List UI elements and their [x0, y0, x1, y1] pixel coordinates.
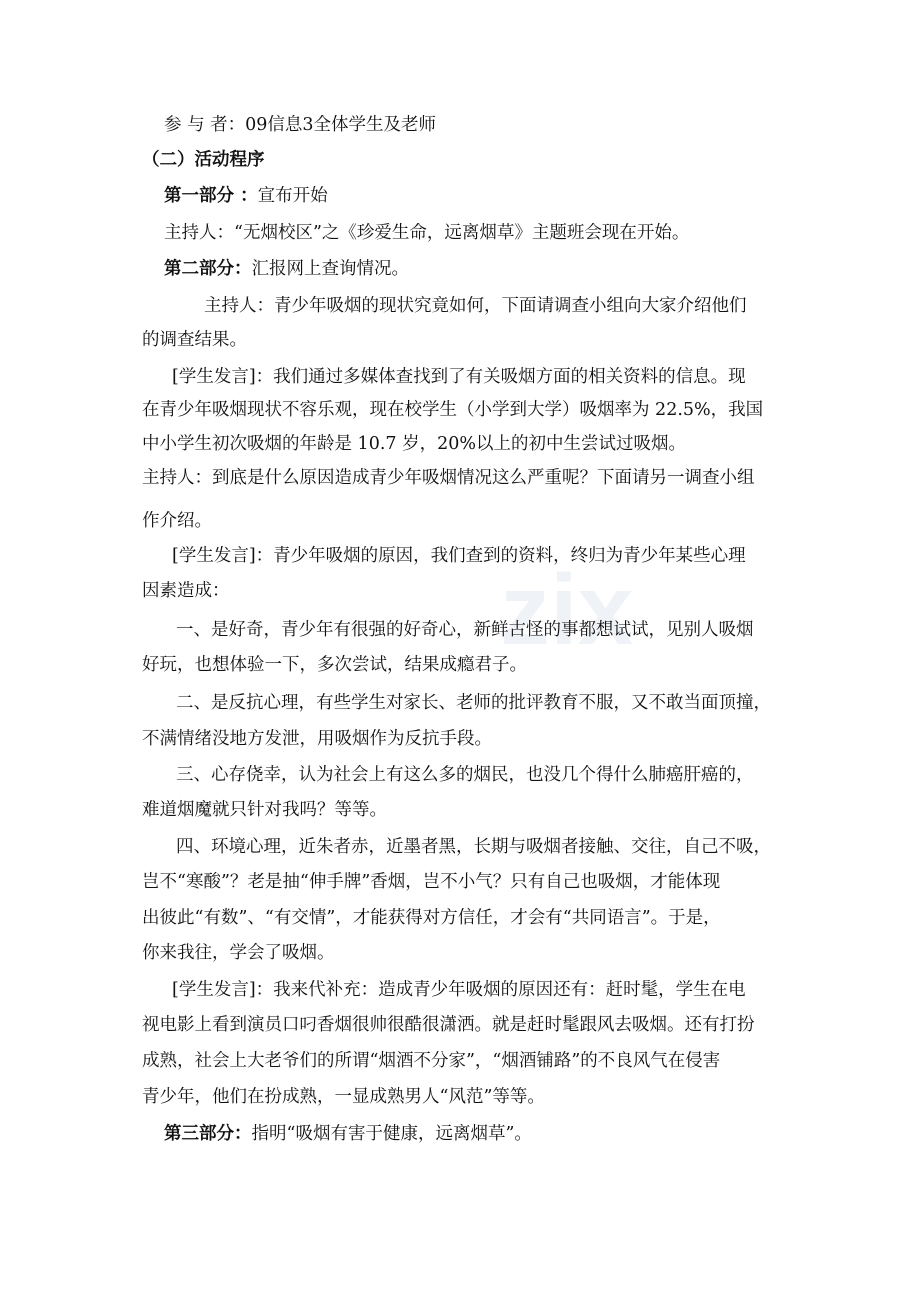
host-question2-line: 作介绍。	[142, 511, 212, 531]
student2-line: 因素造成：	[142, 581, 230, 601]
participants-line	[164, 112, 814, 138]
reason4-line: 你来我往，学会了吸烟。	[142, 943, 335, 963]
part1-line	[164, 183, 814, 209]
host-question1-line: 的调查结果。	[142, 330, 247, 350]
part2-label: 第二部分：	[164, 259, 252, 279]
student1-line: 中小学生初次吸烟的年龄是 10.7 岁，20%以上的初中生尝试过吸烟。	[142, 434, 686, 454]
host-question1-line: 主持人：青少年吸烟的现状究竟如何，下面请调查小组向大家介绍他们	[204, 296, 747, 316]
student2-line: [学生发言]：青少年吸烟的原因，我们查到的资料，终归为青少年某些心理	[172, 546, 746, 566]
reason2-line: 二、是反抗心理，有些学生对家长、老师的批评教育不服，又不敢当面顶撞，	[176, 693, 771, 713]
student3-line: 成熟，社会上大老爷们的所谓“烟酒不分家”，“烟酒铺路”的不良风气在侵害	[142, 1051, 721, 1071]
reason3-line: 三、心存侥幸，认为社会上有这么多的烟民，也没几个得什么肺癌肝癌的，	[176, 765, 754, 785]
part2-text: 汇报网上查询情况。	[251, 259, 409, 279]
reason4-line: 出彼此“有数”、“有交情”，才能获得对方信任，才会有“共同语言”。于是，	[142, 908, 721, 928]
reason4-line: 四、环境心理，近朱者赤，近墨者黑，长期与吸烟者接触、交往，自己不吸，	[176, 837, 771, 857]
student1-line: [学生发言]：我们通过多媒体查找到了有关吸烟方面的相关资料的信息。现	[172, 367, 746, 387]
host-opening: 主持人：“无烟校区”之《珍爱生命，远离烟草》主题班会现在开始。	[164, 223, 690, 243]
reason3-line: 难道烟魔就只针对我吗？等等。	[142, 800, 387, 820]
reason1-line: 好玩，也想体验一下，多次尝试，结果成瘾君子。	[142, 655, 527, 675]
svg-text:zix: zix	[500, 554, 634, 662]
student3-line: 青少年，他们在扮成熟，一显成熟男人“风范”等等。	[142, 1087, 545, 1107]
reason1-line: 一、是好奇，青少年有很强的好奇心，新鲜古怪的事都想试试，见别人吸烟	[176, 620, 754, 640]
part2-line	[164, 256, 814, 282]
participants-label: 参 与 者：	[164, 115, 246, 135]
part3-label: 第三部分：	[164, 1124, 252, 1144]
part1-label: 第一部分 ：	[164, 186, 258, 206]
part3-line	[164, 1121, 814, 1147]
reason2-line: 不满情绪没地方发泄，用吸烟作为反抗手段。	[142, 729, 492, 749]
student3-line: 视电影上看到演员口叼香烟很帅很酷很潇洒。就是赶时髦跟风去吸烟。还有打扮	[142, 1015, 755, 1035]
student1-line: 在青少年吸烟现状不容乐观，现在校学生（小学到大学）吸烟率为 22.5%，我国	[142, 400, 764, 420]
section-heading: （二）活动程序	[142, 150, 265, 170]
reason4-line: 岂不“寒酸”？老是抽“伸手牌”香烟，岂不小气？只有自己也吸烟，才能体现	[142, 872, 721, 892]
host-question2-line: 主持人：到底是什么原因造成青少年吸烟情况这么严重呢？下面请另一调查小组	[142, 468, 755, 488]
student3-line: [学生发言]：我来代补充：造成青少年吸烟的原因还有：赶时髦，学生在电	[172, 980, 746, 1000]
part1-text: 宣布开始	[257, 186, 328, 206]
part3-text: 指明“吸烟有害于健康，远离烟草”。	[251, 1124, 532, 1144]
participants-value: 09信息3全体学生及老师	[245, 115, 437, 135]
